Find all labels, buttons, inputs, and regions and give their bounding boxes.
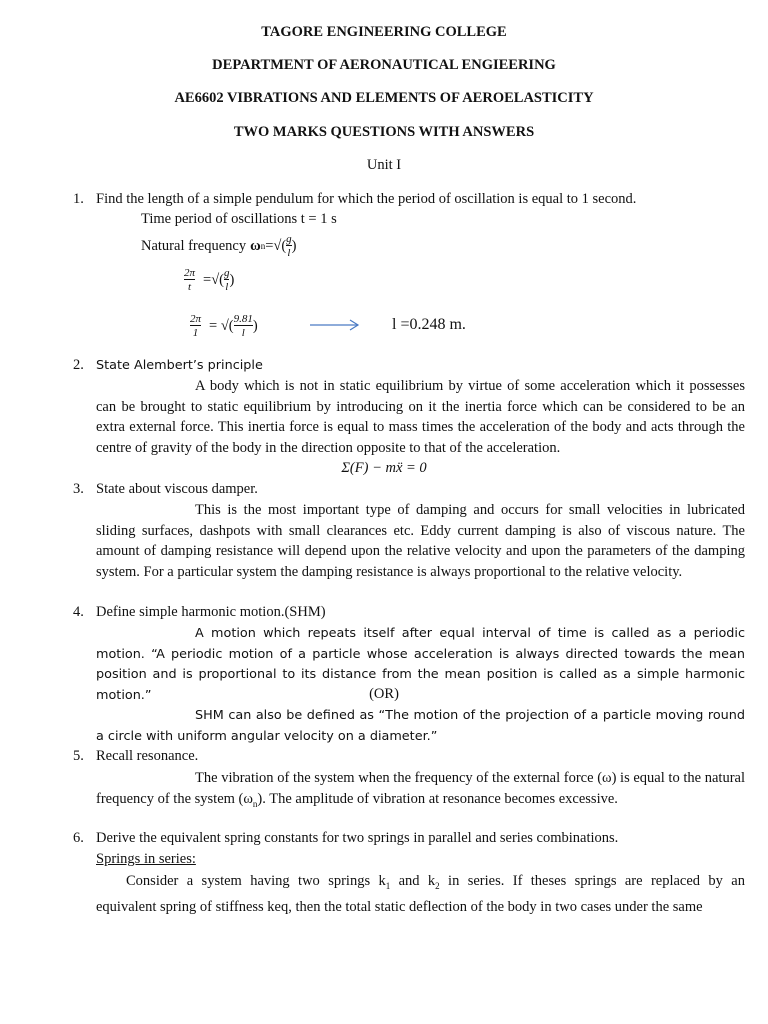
right-arrow-icon — [310, 318, 362, 332]
fraction-2pi-over-t — [184, 267, 195, 293]
equation-label: Natural frequency — [141, 237, 247, 254]
natural-frequency-equation — [141, 232, 297, 260]
close-paren: ) — [229, 271, 235, 288]
answer-line: Time period of oscillations t = 1 s — [141, 211, 337, 227]
question-number: 4. — [73, 604, 84, 620]
answer-text-end: ). The amplitude of vibration at resonance becomes excessive. — [257, 790, 618, 807]
close-paren: ) — [291, 237, 297, 254]
or-separator: (OR) — [369, 686, 399, 702]
document-title: TWO MARKS QUESTIONS WITH ANSWERS — [233, 124, 535, 140]
question-text: Find the length of a simple pendulum for which the period of oscillation is equal to 1 second. — [96, 191, 637, 207]
fraction-2pi-over-1 — [190, 313, 201, 339]
fraction-981-over-l — [234, 313, 253, 339]
subscript: 1 — [385, 880, 391, 891]
answer-paragraph — [96, 706, 745, 747]
equals-sqrt: =√( — [203, 271, 224, 288]
answer-text: The vibration of the system when the frequency of the external force (ω) is equal to the natural frequency of the system (ω — [96, 770, 745, 807]
answer-text: in series. If theses springs are replaced by an — [439, 873, 745, 889]
answer-text: A motion which repeats itself after equal interval of time is called as a periodic motion. “A periodic motion of a particle whose acceleration is always directed towards the mean position and is proportional to its distance from the mean position is called as a simple harmonic motion.” — [96, 626, 745, 703]
omega-subscript: n — [260, 241, 266, 251]
numerator: g — [286, 233, 292, 245]
pendulum-length-result: l =0.248 m. — [392, 316, 466, 333]
answer-text: SHM can also be defined as “The motion of the projection of a particle moving round a circle with uniform angular velocity on a diameter.” — [96, 708, 745, 744]
department-name: DEPARTMENT OF AERONAUTICAL ENGIEERING — [212, 57, 556, 73]
denominator: 1 — [190, 325, 201, 339]
equation-step-2 — [190, 309, 258, 343]
numerator: g — [223, 267, 230, 279]
subheading-springs-in-series: Springs in series: — [96, 851, 196, 867]
unit-label: Unit I — [366, 157, 402, 173]
numerator: 9.81 — [233, 313, 253, 325]
question-number: 6. — [73, 830, 84, 846]
equals-sqrt: =√( — [265, 237, 287, 254]
question-text: Recall resonance. — [96, 748, 199, 764]
question-text: State about viscous damper. — [96, 481, 258, 497]
question-text: Define simple harmonic motion.(SHM) — [96, 604, 326, 620]
denominator: t — [184, 279, 195, 293]
equation-step-1 — [184, 263, 234, 297]
equals-sqrt: = √( — [209, 317, 234, 334]
question-number: 2. — [73, 357, 84, 373]
omega-subscript: n — [252, 798, 258, 809]
answer-paragraph — [96, 871, 745, 896]
answer-text-continuation: equivalent spring of stiffness keq, then the total static deflection of the body in two cases under the same — [96, 899, 703, 915]
question-number: 5. — [73, 748, 84, 764]
question-number: 1. — [73, 191, 84, 207]
numerator: 2π — [190, 313, 202, 325]
course-title: AE6602 VIBRATIONS AND ELEMENTS OF AEROELASTICITY — [174, 90, 594, 106]
close-paren: ) — [252, 317, 258, 334]
question-text: State Alembert’s principle — [96, 358, 263, 373]
college-name: TAGORE ENGINEERING COLLEGE — [261, 24, 507, 40]
answer-text: This is the most important type of damping and occurs for small velocities in lubricated sliding surfaces, dashpots with small clearances etc. Eddy current damping is also of viscous nature. The amount of damping resistance will depend upon the relative velocity and upon the parameters of the damping system. For a particular system the damping resistance is always proportional to the relative velocity. — [96, 502, 745, 580]
denominator: l — [287, 247, 291, 259]
subscript: 2 — [435, 880, 440, 891]
numerator: 2π — [184, 267, 196, 279]
answer-text: Consider a system having two springs k — [126, 873, 386, 889]
question-number: 3. — [73, 481, 84, 497]
denominator: l — [225, 281, 229, 293]
question-text: Derive the equivalent spring constants for two springs in parallel and series combinations. — [96, 830, 619, 846]
omega-symbol: ω — [250, 237, 261, 254]
answer-paragraph — [96, 768, 745, 814]
denominator: l — [234, 325, 253, 339]
answer-text: and k — [390, 873, 436, 889]
answer-paragraph — [96, 376, 745, 458]
answer-text: A body which is not in static equilibrium by virtue of some acceleration which it possesses can be brought to static equilibrium by introducing on it the inertia force which can be considered to be an extra external force. This inertia force is equal to mass times the acceleration of the body and acts through the centre of gravity of the body in the direction opposite to that of the acceleration. — [96, 378, 745, 456]
dalembert-formula: Σ(F) − mẍ = 0 — [341, 460, 427, 476]
answer-paragraph — [96, 500, 745, 582]
